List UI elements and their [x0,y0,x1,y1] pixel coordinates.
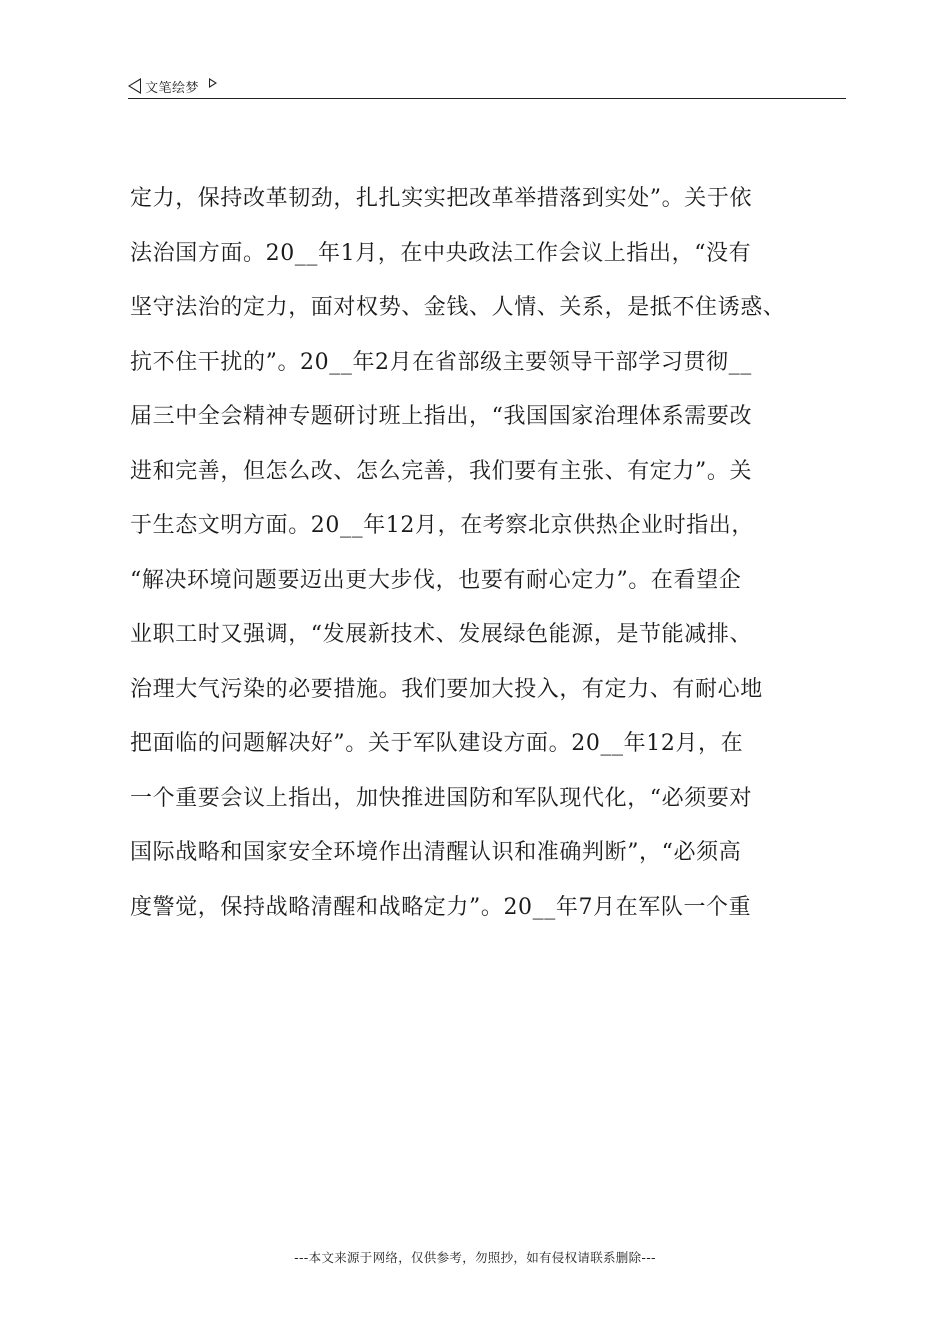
text-line: “解决环境问题要迈出更大步伐，也要有耐心定力”。在看望企 [130,567,742,593]
document-body [130,172,860,935]
text-line: 进和完善，但怎么改、怎么完善，我们要有主张、有定力”。关 [130,458,753,484]
text-line: 一个重要会议上指出，加快推进国防和军队现代化，“必须要对 [130,785,753,811]
text-line: 度警觉，保持战略清醒和战略定力”。20__年7月在军队一个重 [130,894,752,920]
text-line: 坚守法治的定力，面对权势、金钱、人情、关系，是抵不住诱惑、 [130,295,786,320]
text-line: 法治国方面。20__年1月，在中央政法工作会议上指出，“没有 [130,240,752,266]
page-header [128,74,846,99]
footer-disclaimer: ---本文来源于网络，仅供参考，勿照抄，如有侵权请联系删除--- [294,1250,656,1265]
text-line: 于生态文明方面。20__年12月，在考察北京供热企业时指出， [130,513,754,538]
triangle-left-icon [128,78,141,94]
text-line: 抗不住干扰的”。20__年2月在省部级主要领导干部学习贯彻__ [130,349,752,375]
text-line: 届三中全会精神专题研讨班上指出，“我国国家治理体系需要改 [130,404,753,429]
text-line: 国际战略和国家安全环境作出清醒认识和准确判断”，“必须高 [130,840,742,865]
text-line: 定力，保持改革韧劲，扎扎实实把改革举措落到实处”。关于依 [130,186,753,211]
triangle-right-icon [209,78,217,88]
text-line: 业职工时又强调，“发展新技术、发展绿色能源，是节能减排、 [130,622,753,647]
header-title: 文笔绘梦 [145,80,200,96]
text-line: 把面临的问题解决好”。关于军队建设方面。20__年12月，在 [130,731,744,756]
text-line: 治理大气污染的必要措施。我们要加大投入，有定力、有耐心地 [130,676,763,702]
